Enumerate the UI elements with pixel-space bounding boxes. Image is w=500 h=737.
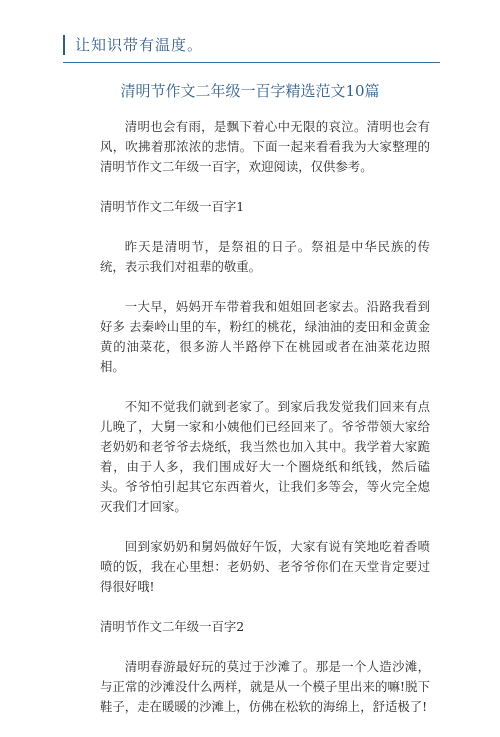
article-body [100,117,430,737]
body-paragraph: 不知不觉我们就到老家了。到家后我发觉我们回来有点儿晚了，大舅一家和小姨他们已经回来了。爷爷带领大家给老奶奶和老爷爷去烧纸，我当然也加入其中。我学着大家跪着，由于人多，我们围成好大一个圈烧纸和纸钱，然后磕头。爷爷怕引起其它东西着火，让我们多等会，等火完全熄灭我们才回家。 [100,399,430,514]
section-heading-2: 清明节作文二年级一百字2 [100,619,245,634]
intro-paragraph: 清明也会有雨，是飘下着心中无限的哀泣。清明也会有风，吹拂着那浓浓的悲情。下面一起来看看我为大家整理的清明节作文二年级一百字，欢迎阅读，仅供参考。 [100,119,430,174]
header [63,34,203,55]
article-title: 清明节作文二年级一百字精选范文10篇 [120,82,380,100]
body-paragraph: 清明春游最好玩的莫过于沙滩了。那是一个人造沙滩，与正常的沙滩没什么两样，就是从一个模子里出来的嘛!脱下鞋子，走在暖暖的沙滩上，仿佛在松软的海绵上，舒适极了! [100,659,430,714]
body-paragraph: 一大早，妈妈开车带着我和姐姐回老家去。沿路我看到好多 去秦岭山里的车，粉红的桃花，绿油油的麦田和金黄金黄的油菜花，很多游人半路停下在桃园或者在油菜花边照相。 [100,299,430,374]
body-paragraph: 昨天是清明节，是祭祖的日子。祭祖是中华民族的传统，表示我们对祖辈的敬重。 [100,239,430,274]
header-divider [63,62,440,63]
body-paragraph: 回到家奶奶和舅妈做好午饭，大家有说有笑地吃着香喷喷的饭，我在心里想：老奶奶、老爷爷你们在天堂肯定要过得很好哦! [100,539,430,594]
section-heading-1: 清明节作文二年级一百字1 [100,199,245,214]
site-slogan: 让知识带有温度。 [75,36,204,54]
header-accent-bar [63,35,65,55]
